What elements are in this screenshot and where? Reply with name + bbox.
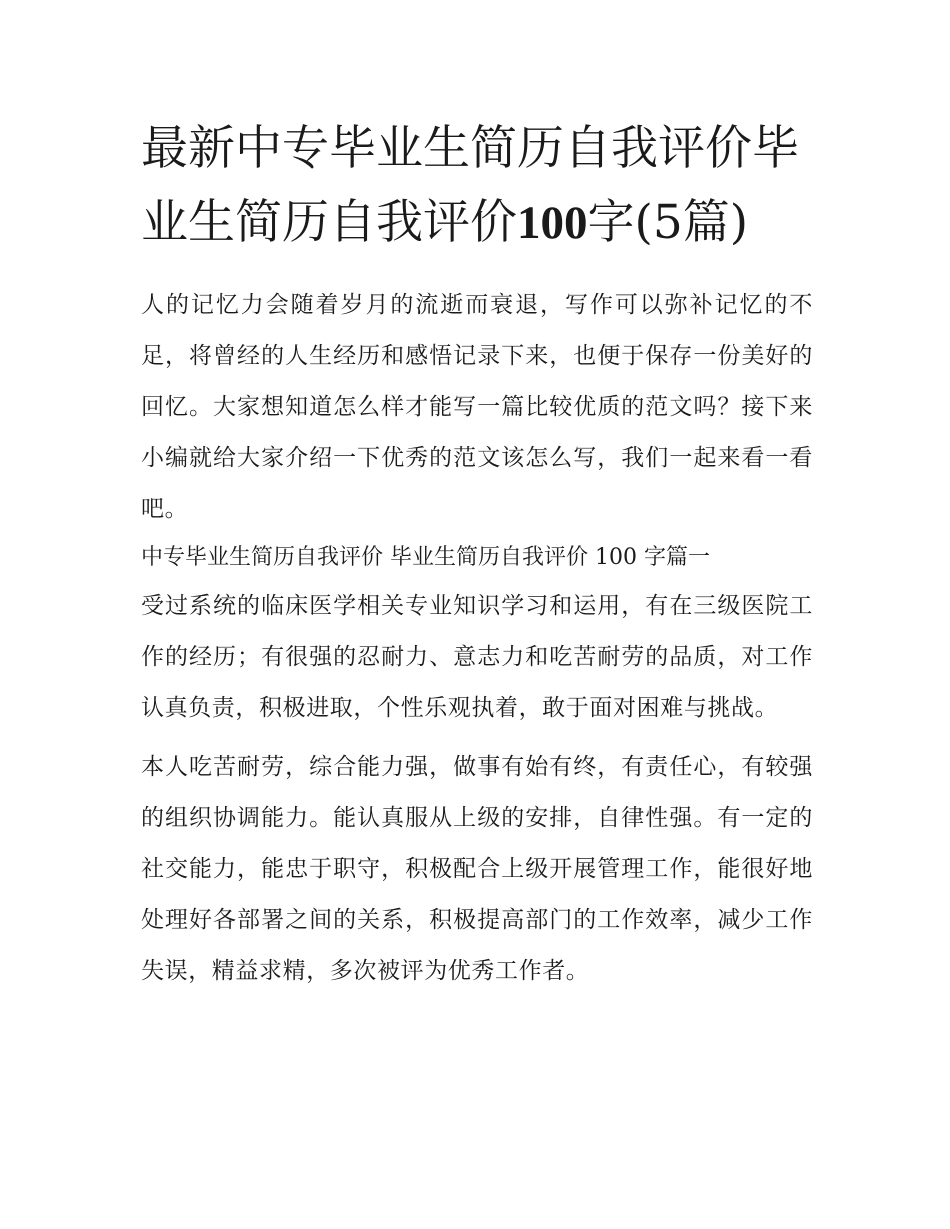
title-text-part1: 最新中专毕业生简历自我评价毕业生简历自我评价 xyxy=(141,121,799,250)
section-heading: 中专毕业生简历自我评价 毕业生简历自我评价 100 字篇一 xyxy=(141,545,710,570)
intro-paragraph: 人的记忆力会随着岁月的流逝而衰退，写作可以弥补记忆的不足，将曾经的人生经历和感悟记录下来，也便于保存一份美好的回忆。大家想知道怎么样才能写一篇比较优质的范文吗？接下来小编就给大家介绍一下优秀的范文该怎么写，我们一起来看一看吧。 xyxy=(141,292,813,522)
title-text-part2: 字(5篇) xyxy=(587,195,749,250)
body-paragraph-1: 受过系统的临床医学相关专业知识学习和运用，有在三级医院工作的经历；有很强的忍耐力、意志力和吃苦耐劳的品质，对工作认真负责，积极进取，个性乐观执着，敢于面对困难与挑战。 xyxy=(141,593,813,721)
title-number: 100 xyxy=(517,197,588,249)
body-paragraph-2: 本人吃苦耐劳，综合能力强，做事有始有终，有责任心，有较强的组织协调能力。能认真服从上级的安排，自律性强。有一定的社交能力，能忠于职守，积极配合上级开展管理工作，能很好地处理好各部署之间的关系，积极提高部门的工作效率，减少工作失误，精益求精，多次被评为优秀工作者。 xyxy=(141,754,813,984)
document-page xyxy=(141,112,813,997)
document-title xyxy=(141,112,813,260)
